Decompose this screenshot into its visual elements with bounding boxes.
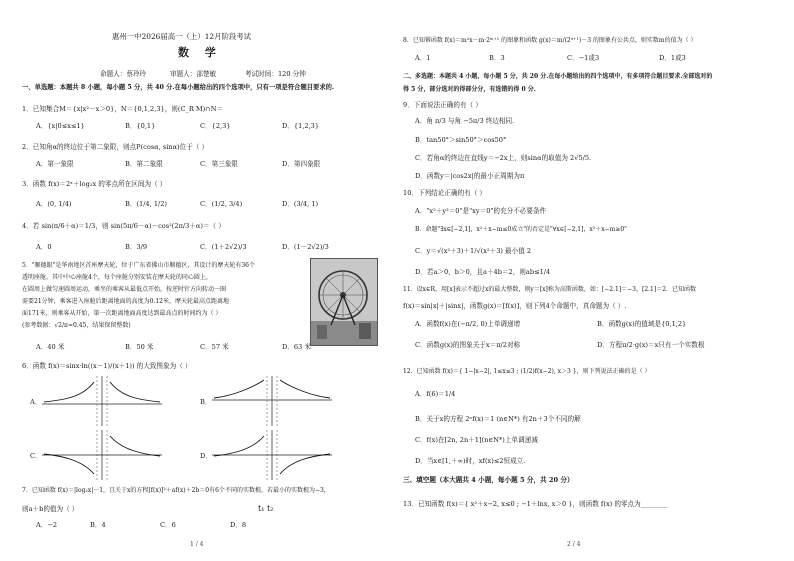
q12-option-d: D．当x∈[1,＋∞)时，xf(x)≤2恒成立. <box>415 457 526 465</box>
page-right <box>397 0 794 561</box>
q7-option-b: B．4 <box>90 521 106 529</box>
q10-stem: 10．下列结论正确的有（ ） <box>403 189 487 197</box>
q8-option-a: A．1 <box>415 54 431 62</box>
q2-option-c: C．第三象限 <box>200 160 239 168</box>
q1-option-a: A．{x|0≤x≤1} <box>36 122 85 130</box>
q4-option-a: A．0 <box>36 243 52 251</box>
q1-option-c: C．{2,3} <box>200 122 231 130</box>
section-1-heading: 一、单选题：本题共 8 小题，每小题 5 分，共 40 分.在每小题给出的四个选项中，只有一项是符合题目要求的. <box>22 84 335 91</box>
q8-option-b: B．3 <box>489 54 505 62</box>
q10-option-c: C．y＝√(x²＋3)＋1/√(x²＋3) 最小值 2 <box>415 247 532 255</box>
reviewer: 审题人：邵楚敏 <box>170 70 217 78</box>
q9-option-b: B．tan50°＞sin50°＞cos50° <box>415 136 507 144</box>
exam-title: 惠州一中2026届高一（上）12月阶段考试 <box>112 32 252 41</box>
q4-option-d: D．(1－2√2)/3 <box>282 243 329 251</box>
exam-time: 考试时间：120 分钟 <box>245 70 306 78</box>
q3-option-d: D．(3/4, 1) <box>282 200 319 208</box>
q12-option-b: B．关于x的方程 2ⁿf(x)＝1 (n∈N*) 有2n＋3个不同的解 <box>415 415 581 423</box>
q5-line-5: 面171米，则乘客从开始，第一次距离地面高度达到最高点的时间约为（ ） <box>22 310 222 317</box>
q4-option-b: B．3/9 <box>125 243 148 251</box>
q11-line-1: 11．设x∈R，用[x]表示不超过x的最大整数，则y＝[x]称为高斯函数，如：[−2.1]＝−3，[2.1]＝2．已知函数 <box>403 286 697 293</box>
q9-option-d: D．函数y＝|cos2x|的最小正周期为π <box>415 172 525 180</box>
ferris-wheel-image <box>311 259 377 345</box>
q10-option-b: B．命题"∃x∈[−2,1]，x²＋x−m≤0成立"的否定是"∀x∈[−2,1]，x²＋x−m≥0" <box>415 226 627 233</box>
q8-option-c: C．−1或3 <box>567 54 600 62</box>
q4-stem: 4．若 sin(π/6＋α)＝1/3，则 sin(5π/6－α)－cos²(2π/3＋α)＝（ ） <box>22 222 225 230</box>
q12-stem: 12．已知函数 f(x)＝{ 1−|x−2|, 1≤x≤3 ; (1/2)f(x−2), x＞3 }，则下列说法正确的是（ ） <box>403 368 651 375</box>
q5-option-c: C．57 米 <box>200 343 229 351</box>
q5-option-d: D．63 米 <box>282 343 311 351</box>
q12-option-a: A．f(6)＝1/4 <box>415 390 456 398</box>
q11-line-2: f(x)＝sin|x|＋|sinx|，函数g(x)＝[f(x)]，则下列4个命题中，真命题为（ ）. <box>403 302 627 310</box>
q6-graph-a <box>42 376 162 426</box>
q8-stem: 8．已知幂函数 f(x)＝m²x－m·2ᵐ⁺¹ 的图象和函数 g(x)＝m/(2ˣ⁺¹)－3 的图象有公共点，则实数m的值为（ ） <box>403 37 697 44</box>
q9-option-c: C．若角α的终边在直线y＝−2x上，则sinα的取值为 2√5/5. <box>415 154 592 162</box>
page-number-left: 1 / 4 <box>190 541 204 548</box>
q10-option-a: A．"x²＋y²＝0"是"xy＝0"的充分不必要条件 <box>415 207 547 215</box>
q12-option-c: C．f(x)在[2n, 2n＋1](n∈N*)上单调递减 <box>415 436 538 444</box>
q6-graph-b <box>212 376 332 426</box>
q6-stem: 6．函数 f(x)＝sinx·ln((x－1)/(x＋1)) 的大致图象为（ ） <box>22 362 192 370</box>
subject-title: 数 学 <box>178 46 222 59</box>
q6-graph-d <box>212 430 332 480</box>
q5-line-4: 需要21分钟，乘客进入座舱后距离地面的高度为0.12米，摩天轮最高点距离地 <box>22 298 229 305</box>
q7-option-d: D．8 <box>230 521 247 529</box>
q5-option-b: B．50 米 <box>125 343 154 351</box>
q2-option-b: B．第二象限 <box>125 160 163 168</box>
q5-line-1: 5．"顺德眼"是华南地区首座摩天轮，位于广东省佛山市顺德区，其设计的摩天轮有36个 <box>22 262 255 269</box>
q7-stem-2: 则a＋b的值为（ ） <box>22 505 79 513</box>
q5-line-3: 在圆周上做匀速圆周运动，乘坐的乘客从最低点开始，按逆时针方向转动一圈 <box>22 286 227 293</box>
q4-option-c: C．(1＋2√2)/3 <box>200 243 247 251</box>
q8-option-d: D．1或3 <box>659 54 686 62</box>
q11-option-d: D．方程π/2·g(x)＝x只有一个实数根 <box>597 341 705 349</box>
q1-stem: 1．已知集合M＝{x|x²－x＞0}，N＝{0,1,2,3}，则(C_R M)∩N＝ <box>22 105 224 113</box>
q6-option-c: C． <box>30 452 42 460</box>
q7-stem: 7．已知函数 f(x)＝|log₂x|－1，且关于x的方程[f(x)]²＋af(x)＋2b＝0有6个不同的实数根，若最小的实数根为−3， <box>22 487 330 494</box>
q6-graph-c <box>42 430 162 480</box>
q7-option-a: A．−2 <box>36 521 58 529</box>
q7-option-c: C．6 <box>160 521 176 529</box>
q3-option-c: C．(1/2, 3/4) <box>200 200 243 208</box>
q3-stem: 3．函数 f(x)＝2ˣ＋log₂x 的零点所在区间为（ ） <box>22 180 167 188</box>
q5-line-2: 透明座舱，其中中心座舱4个，每个座舱分别安装在摩天轮的同心圆上， <box>22 274 212 281</box>
section-2-line-2: 得 5 分，部分选对的得部分分，有选错的得 0 分. <box>403 86 536 93</box>
q5-line-6: (参考数据：√2/π≈0.45，结果保留整数) <box>22 322 131 329</box>
q2-option-a: A．第一象限 <box>36 160 74 168</box>
q9-stem: 9．下面说法正确的有（ ） <box>403 101 482 109</box>
q2-option-d: D．第四象限 <box>282 160 321 168</box>
page-number-right: 2 / 4 <box>567 541 581 548</box>
q1-option-d: D．{1,2,3} <box>282 122 320 130</box>
section-2-line-1: 二、多选题：本题共 4 小题，每小题 5 分，共 20 分.在每小题给出的四个选项中，有多项符合题目要求.全部选对的 <box>403 73 713 80</box>
q9-option-a: A．角 π/3 与角 −5π/3 终边相同. <box>415 117 515 125</box>
q3-option-a: A．(0, 1/4) <box>36 200 72 208</box>
q5-option-a: A．40 米 <box>36 343 65 351</box>
ferris-wheel-photo <box>310 258 378 346</box>
q3-option-b: B．(1/4, 1/2) <box>125 200 167 208</box>
q11-option-c: C．函数g(x)的图象关于x＝π/2对称 <box>415 341 521 349</box>
section-3-heading: 三、填空题（本大题共 4 小题，每小题 5 分，共 20 分） <box>403 476 574 484</box>
q1-option-b: B．{0,1} <box>125 122 156 130</box>
q6-option-a: A． <box>30 398 42 406</box>
setter: 命题人：蔡玲玲 <box>100 70 147 78</box>
q6-option-d: D． <box>200 452 212 460</box>
q11-option-a: A．函数f(x)在(−π/2, 0)上单调递增 <box>415 320 521 328</box>
q6-option-b: B． <box>200 398 212 406</box>
q7-handwritten-note: t₁ t₂ <box>258 504 274 513</box>
q2-stem: 2．已知角α的终边位于第二象限，则点P(cosα, sinα)位于（ ） <box>22 143 209 151</box>
q11-option-b: B．函数g(x)的值域是{0,1,2} <box>597 320 687 328</box>
q13-stem: 13．已知函数 f(x)＝{ x²＋x−2, x≤0 ; −1＋lnx, x＞0 }，则函数 f(x) 的零点为________ <box>403 500 668 508</box>
q10-option-d: D．若a＞0，b＞0，且a＋4b＝2，则ab≤1/4 <box>415 268 551 276</box>
